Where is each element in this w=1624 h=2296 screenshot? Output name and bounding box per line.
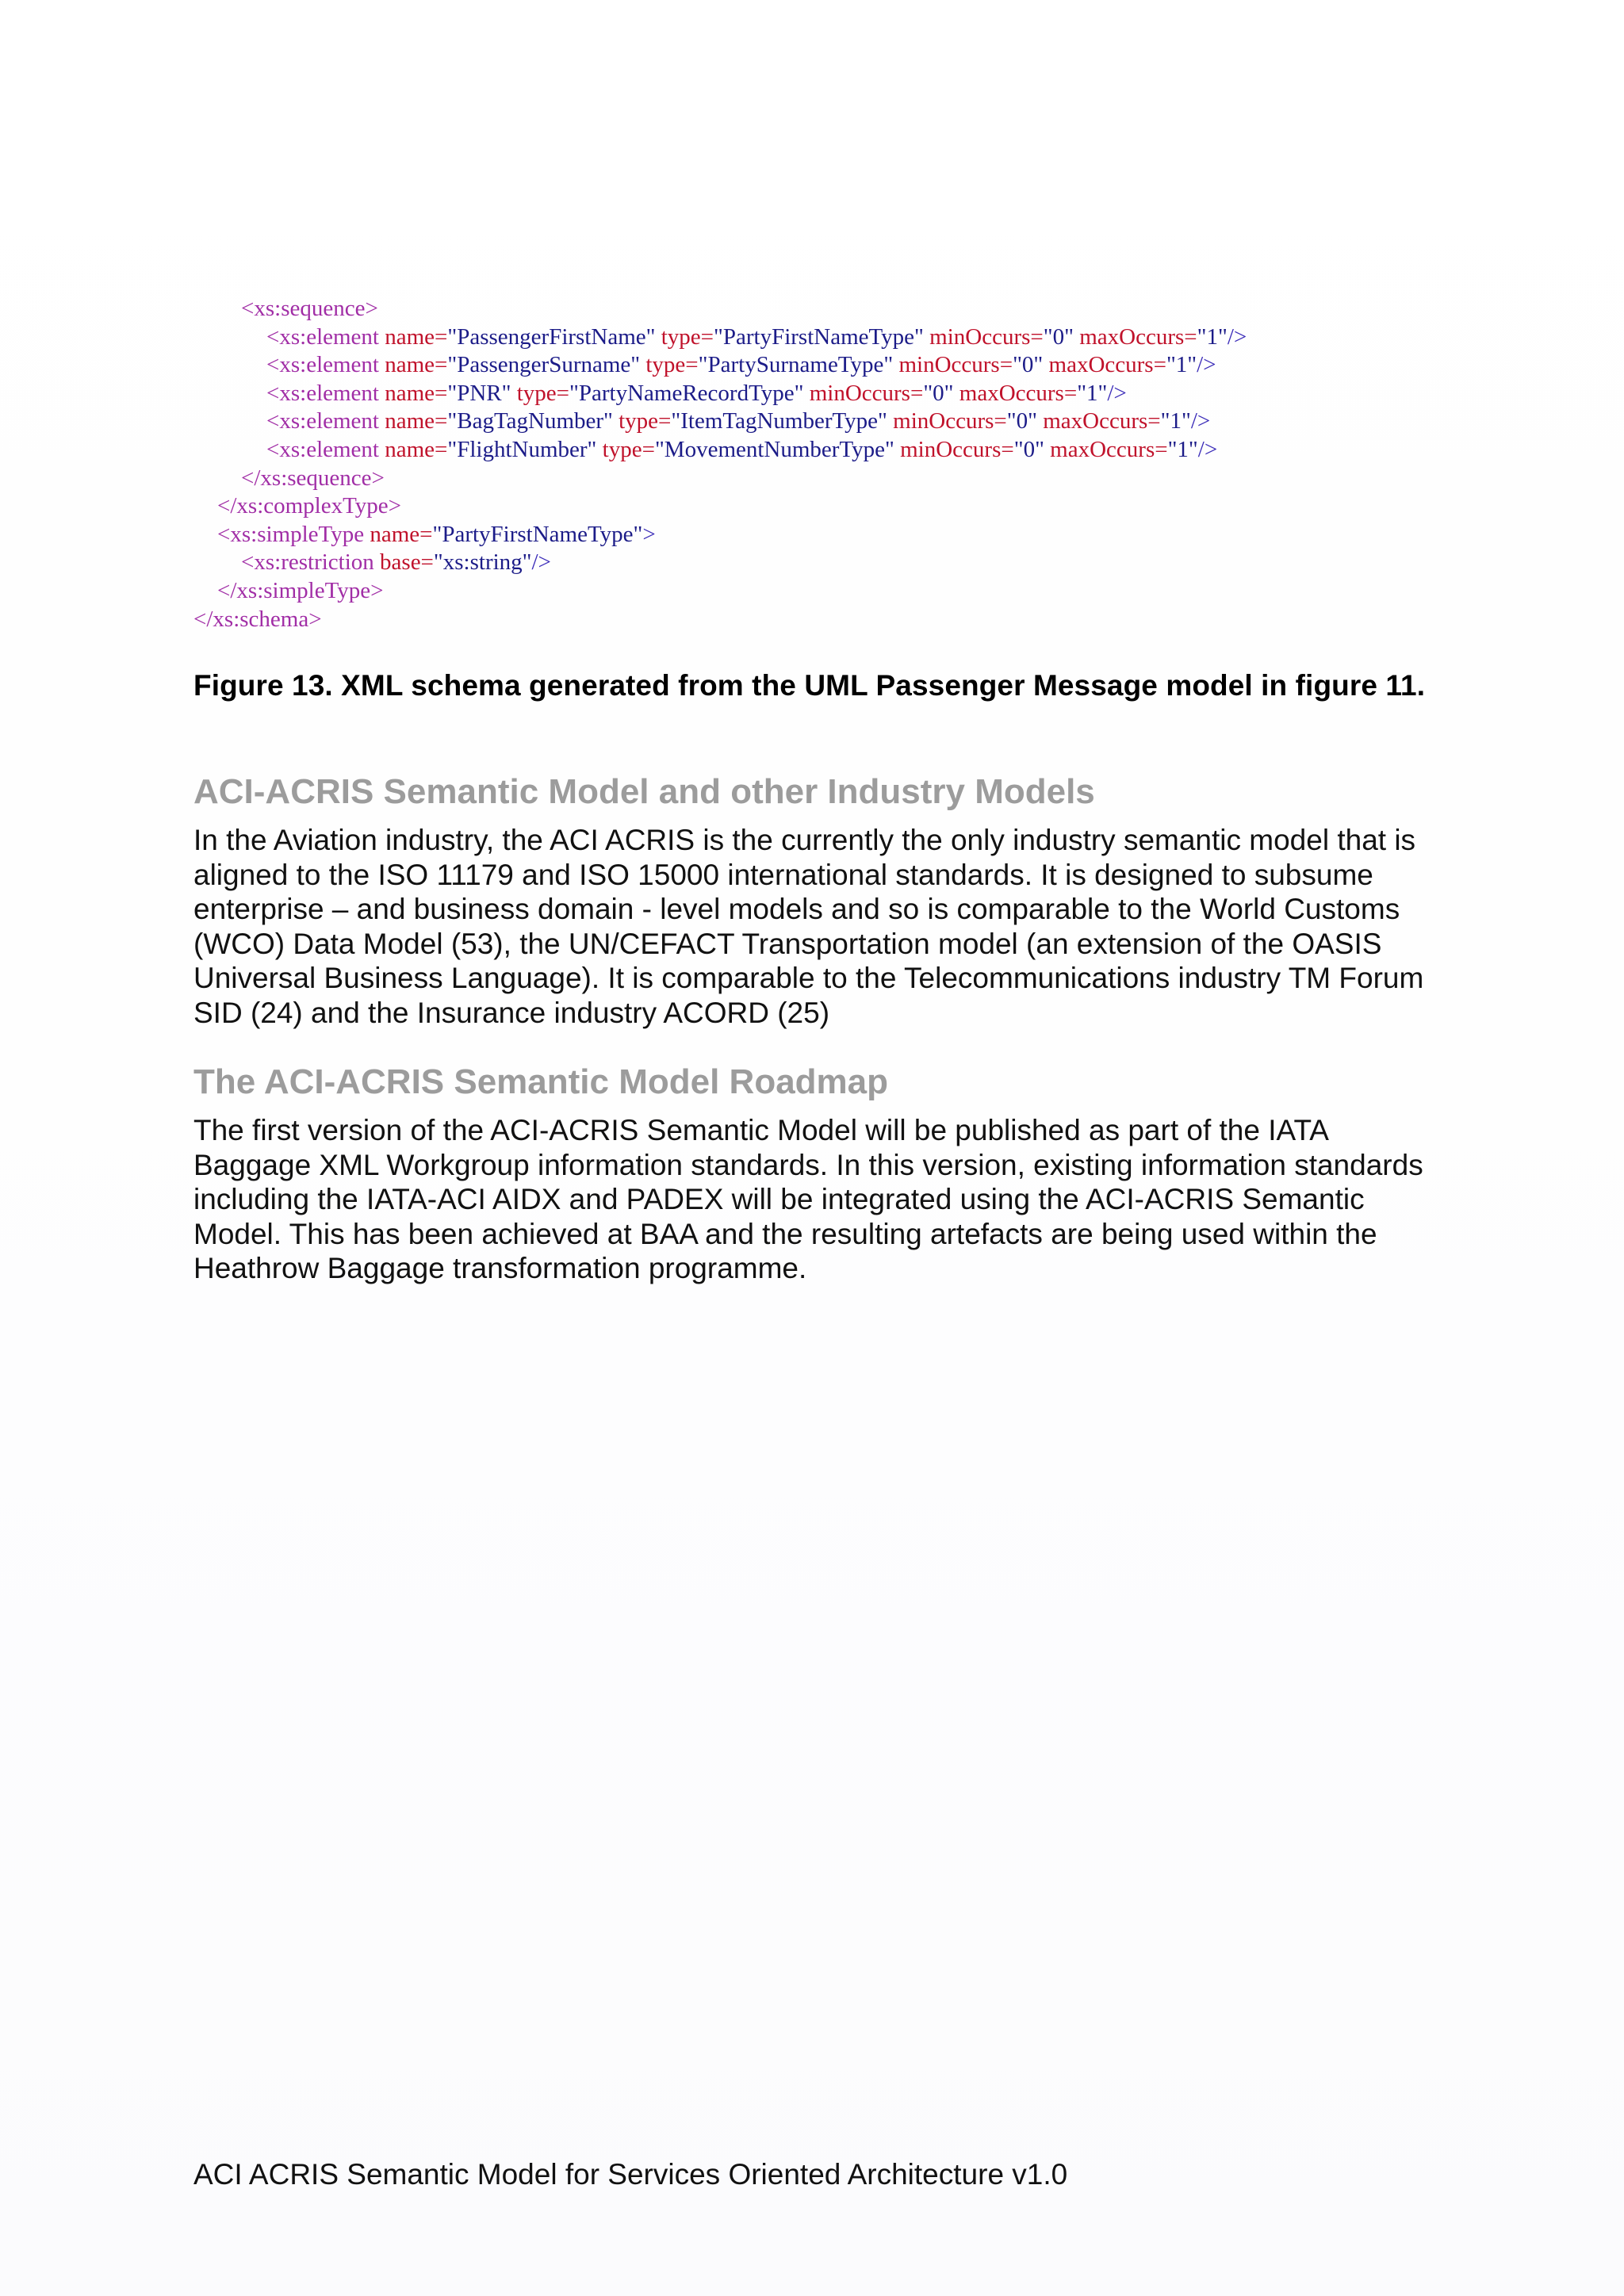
code-token: "0" — [1013, 352, 1049, 378]
code-token: "0" — [923, 380, 959, 406]
code-token: <xs:sequence> — [241, 296, 378, 321]
code-token: name= — [385, 323, 448, 350]
code-line — [193, 606, 1462, 634]
code-token: maxOccurs= — [1079, 323, 1197, 350]
code-token: "1" — [1167, 436, 1198, 462]
code-token: /> — [1197, 352, 1216, 378]
code-token: "BagTagNumber" — [447, 408, 619, 434]
code-token: </xs:complexType> — [217, 493, 402, 519]
code-token: <xs:element — [266, 352, 385, 378]
code-token: type= — [619, 408, 672, 434]
section-paragraph-industry-models — [193, 823, 1478, 1030]
code-token: <xs:element — [266, 380, 385, 406]
code-line — [193, 465, 1462, 493]
code-token: <xs:element — [266, 436, 385, 462]
code-token: maxOccurs= — [1050, 436, 1168, 462]
code-token: "1" — [1166, 352, 1197, 378]
section-paragraph-roadmap — [193, 1113, 1478, 1286]
code-token: "0" — [1006, 408, 1044, 434]
paragraph-line: The first version of the ACI-ACRIS Semantic Model will be published as part of the IATA — [193, 1114, 1329, 1146]
code-line — [193, 577, 1462, 606]
paragraph-line: SID (24) and the Insurance industry ACORD (25) — [193, 996, 830, 1029]
code-token: </xs:schema> — [193, 606, 322, 632]
xml-schema-code-block — [193, 295, 1462, 633]
page-footer: ACI ACRIS Semantic Model for Services Oriented Architecture v1.0 — [193, 2158, 1068, 2191]
code-line — [193, 323, 1462, 352]
paragraph-line: (WCO) Data Model (53), the UN/CEFACT Transportation model (an extension of the OASIS — [193, 927, 1382, 960]
code-token: </xs:simpleType> — [217, 577, 384, 603]
code-token: "PartySurnameType" — [698, 352, 899, 378]
code-token: type= — [661, 323, 714, 350]
code-token: <xs:element — [266, 323, 385, 350]
code-token: </xs:sequence> — [241, 465, 385, 491]
code-token: name= — [370, 521, 433, 547]
code-token: minOccurs= — [900, 436, 1014, 462]
code-token: "PartyNameRecordType" — [569, 380, 810, 406]
paragraph-line: enterprise – and business domain - level models and so is comparable to the World Customs — [193, 893, 1400, 925]
code-token: maxOccurs= — [1048, 352, 1166, 378]
section-heading-roadmap: The ACI-ACRIS Semantic Model Roadmap — [193, 1062, 889, 1101]
code-token: type= — [602, 436, 655, 462]
code-token: minOccurs= — [893, 408, 1007, 434]
code-line — [193, 549, 1462, 577]
code-token: name= — [385, 352, 448, 378]
code-token: "0" — [1043, 323, 1080, 350]
code-token: type= — [516, 380, 570, 406]
figure-caption: Figure 13. XML schema generated from the UML Passenger Message model in figure 11. — [193, 669, 1426, 702]
code-token: "PassengerSurname" — [447, 352, 646, 378]
code-token: "PassengerFirstName" — [447, 323, 661, 350]
paragraph-line: Universal Business Language). It is comparable to the Telecommunications industry TM Forum — [193, 962, 1424, 994]
code-token: minOccurs= — [929, 323, 1044, 350]
code-token: name= — [385, 436, 448, 462]
code-token: "PartyFirstNameType" — [714, 323, 930, 350]
code-token: <xs:element — [266, 408, 385, 434]
code-token: "xs:string" — [433, 549, 532, 576]
code-token: /> — [1227, 323, 1247, 350]
code-token: base= — [380, 549, 434, 576]
code-token: "1" — [1160, 408, 1191, 434]
code-token: > — [642, 521, 656, 547]
code-token: <xs:simpleType — [217, 521, 370, 547]
code-token: <xs:restriction — [241, 549, 381, 576]
code-line — [193, 380, 1462, 408]
code-line — [193, 295, 1462, 323]
paragraph-line: Baggage XML Workgroup information standards. In this version, existing information standards — [193, 1148, 1423, 1181]
code-token: "ItemTagNumberType" — [671, 408, 894, 434]
code-line — [193, 492, 1462, 521]
code-token: "1" — [1197, 323, 1228, 350]
code-token: maxOccurs= — [959, 380, 1078, 406]
code-token: "FlightNumber" — [447, 436, 603, 462]
code-token: minOccurs= — [809, 380, 924, 406]
code-token: "1" — [1077, 380, 1108, 406]
code-token: "PNR" — [447, 380, 517, 406]
paragraph-line: In the Aviation industry, the ACI ACRIS is the currently the only industry semantic model that is — [193, 824, 1416, 856]
code-token: /> — [1197, 436, 1218, 462]
code-token: /> — [1107, 380, 1127, 406]
paragraph-line: Model. This has been achieved at BAA and the resulting artefacts are being used within the — [193, 1217, 1377, 1250]
code-token: name= — [385, 408, 448, 434]
paragraph-line: Heathrow Baggage transformation programme. — [193, 1252, 807, 1284]
code-token: "MovementNumberType" — [654, 436, 901, 462]
code-line — [193, 351, 1462, 380]
paragraph-line: aligned to the ISO 11179 and ISO 15000 international standards. It is designed to subsume — [193, 858, 1373, 891]
code-token: name= — [385, 380, 448, 406]
code-token: maxOccurs= — [1043, 408, 1161, 434]
code-token: /> — [531, 549, 551, 576]
code-line — [193, 436, 1462, 465]
code-line — [193, 521, 1462, 549]
code-token: "PartyFirstNameType" — [432, 521, 643, 547]
code-line — [193, 408, 1462, 436]
paragraph-line: including the IATA-ACI AIDX and PADEX will be integrated using the ACI-ACRIS Semantic — [193, 1183, 1365, 1215]
code-token: minOccurs= — [898, 352, 1013, 378]
code-token: type= — [645, 352, 699, 378]
code-token: "0" — [1013, 436, 1051, 462]
section-heading-industry-models: ACI-ACRIS Semantic Model and other Industry Models — [193, 772, 1095, 811]
code-token: /> — [1190, 408, 1211, 434]
